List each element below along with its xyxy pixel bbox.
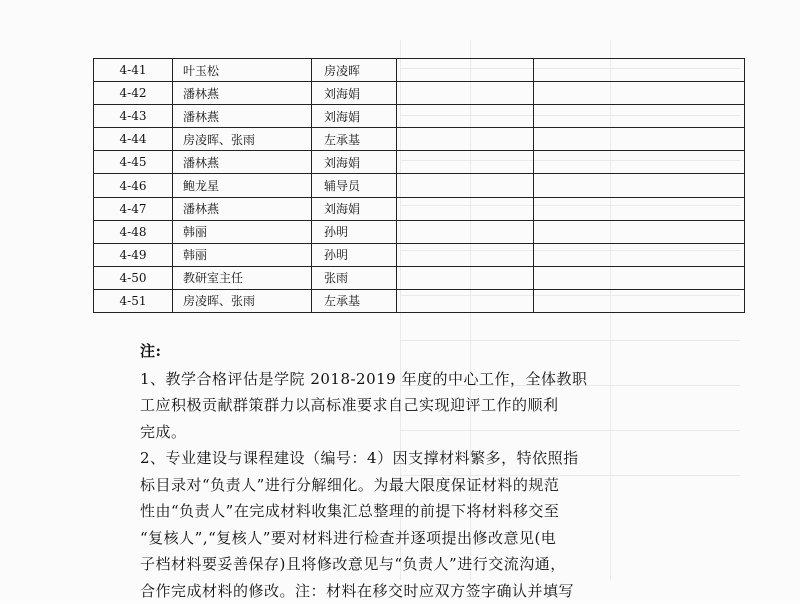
reviewer-cell: 刘海娟 bbox=[312, 82, 397, 105]
notes-section bbox=[140, 338, 740, 604]
blank-cell bbox=[534, 174, 745, 197]
row-id-cell: 4-50 bbox=[94, 266, 173, 289]
table-row bbox=[94, 220, 745, 243]
notes-line: “复核人”,“复核人”要对材料进行检查并逐项提出修改意见(电 bbox=[140, 525, 740, 552]
table-row bbox=[94, 174, 745, 197]
reviewer-cell: 刘海娟 bbox=[312, 197, 397, 220]
blank-cell bbox=[397, 243, 534, 266]
table-row bbox=[94, 151, 745, 174]
responsible-cell: 潘林燕 bbox=[173, 105, 312, 128]
responsible-cell: 房凌晖、张雨 bbox=[173, 289, 312, 312]
blank-cell bbox=[397, 289, 534, 312]
notes-line: 子档材料要妥善保存)且将修改意见与“负责人”进行交流沟通， bbox=[140, 551, 740, 578]
responsible-cell: 房凌晖、张雨 bbox=[173, 128, 312, 151]
notes-line: 合作完成材料的修改。注：材料在移交时应双方签字确认并填写 bbox=[140, 578, 740, 604]
reviewer-cell: 房凌晖 bbox=[312, 59, 397, 82]
responsible-cell: 教研室主任 bbox=[173, 266, 312, 289]
blank-cell bbox=[534, 243, 745, 266]
notes-line: 1、教学合格评估是学院 2018-2019 年度的中心工作，全体教职 bbox=[140, 366, 740, 393]
blank-cell bbox=[397, 220, 534, 243]
blank-cell bbox=[534, 197, 745, 220]
row-id-cell: 4-43 bbox=[94, 105, 173, 128]
table-row bbox=[94, 289, 745, 312]
assignment-table bbox=[93, 58, 745, 313]
reviewer-cell: 孙明 bbox=[312, 220, 397, 243]
reviewer-cell: 左承基 bbox=[312, 289, 397, 312]
table-row bbox=[94, 59, 745, 82]
blank-cell bbox=[534, 289, 745, 312]
reviewer-cell: 刘海娟 bbox=[312, 105, 397, 128]
blank-cell bbox=[534, 105, 745, 128]
table-row bbox=[94, 105, 745, 128]
row-id-cell: 4-45 bbox=[94, 151, 173, 174]
notes-line: 性由“负责人”在完成材料收集汇总整理的前提下将材料移交至 bbox=[140, 498, 740, 525]
blank-cell bbox=[534, 128, 745, 151]
responsible-cell: 鲍龙星 bbox=[173, 174, 312, 197]
reviewer-cell: 刘海娟 bbox=[312, 151, 397, 174]
blank-cell bbox=[397, 82, 534, 105]
row-id-cell: 4-42 bbox=[94, 82, 173, 105]
row-id-cell: 4-47 bbox=[94, 197, 173, 220]
notes-line: 完成。 bbox=[140, 419, 740, 446]
blank-cell bbox=[534, 59, 745, 82]
reviewer-cell: 孙明 bbox=[312, 243, 397, 266]
blank-cell bbox=[534, 266, 745, 289]
blank-cell bbox=[397, 197, 534, 220]
blank-cell bbox=[534, 82, 745, 105]
row-id-cell: 4-49 bbox=[94, 243, 173, 266]
row-id-cell: 4-46 bbox=[94, 174, 173, 197]
blank-cell bbox=[397, 266, 534, 289]
blank-cell bbox=[397, 105, 534, 128]
row-id-cell: 4-51 bbox=[94, 289, 173, 312]
notes-line: 2、专业建设与课程建设（编号：4）因支撑材料繁多，特依照指 bbox=[140, 445, 740, 472]
responsible-cell: 潘林燕 bbox=[173, 82, 312, 105]
blank-cell bbox=[534, 151, 745, 174]
notes-line: 标目录对“负责人”进行分解细化。为最大限度保证材料的规范 bbox=[140, 472, 740, 499]
row-id-cell: 4-44 bbox=[94, 128, 173, 151]
assignment-table-body bbox=[94, 59, 745, 313]
reviewer-cell: 张雨 bbox=[312, 266, 397, 289]
table-row bbox=[94, 243, 745, 266]
blank-cell bbox=[534, 220, 745, 243]
table-row bbox=[94, 128, 745, 151]
blank-cell bbox=[397, 128, 534, 151]
table-row bbox=[94, 197, 745, 220]
notes-line: 工应积极贡献群策群力以高标准要求自己实现迎评工作的顺利 bbox=[140, 392, 740, 419]
responsible-cell: 潘林燕 bbox=[173, 197, 312, 220]
responsible-cell: 潘林燕 bbox=[173, 151, 312, 174]
row-id-cell: 4-48 bbox=[94, 220, 173, 243]
blank-cell bbox=[397, 59, 534, 82]
row-id-cell: 4-41 bbox=[94, 59, 173, 82]
responsible-cell: 韩丽 bbox=[173, 220, 312, 243]
blank-cell bbox=[397, 151, 534, 174]
reviewer-cell: 辅导员 bbox=[312, 174, 397, 197]
responsible-cell: 叶玉松 bbox=[173, 59, 312, 82]
reviewer-cell: 左承基 bbox=[312, 128, 397, 151]
responsible-cell: 韩丽 bbox=[173, 243, 312, 266]
blank-cell bbox=[397, 174, 534, 197]
table-row bbox=[94, 266, 745, 289]
table-row bbox=[94, 82, 745, 105]
notes-heading: 注: bbox=[140, 338, 740, 365]
